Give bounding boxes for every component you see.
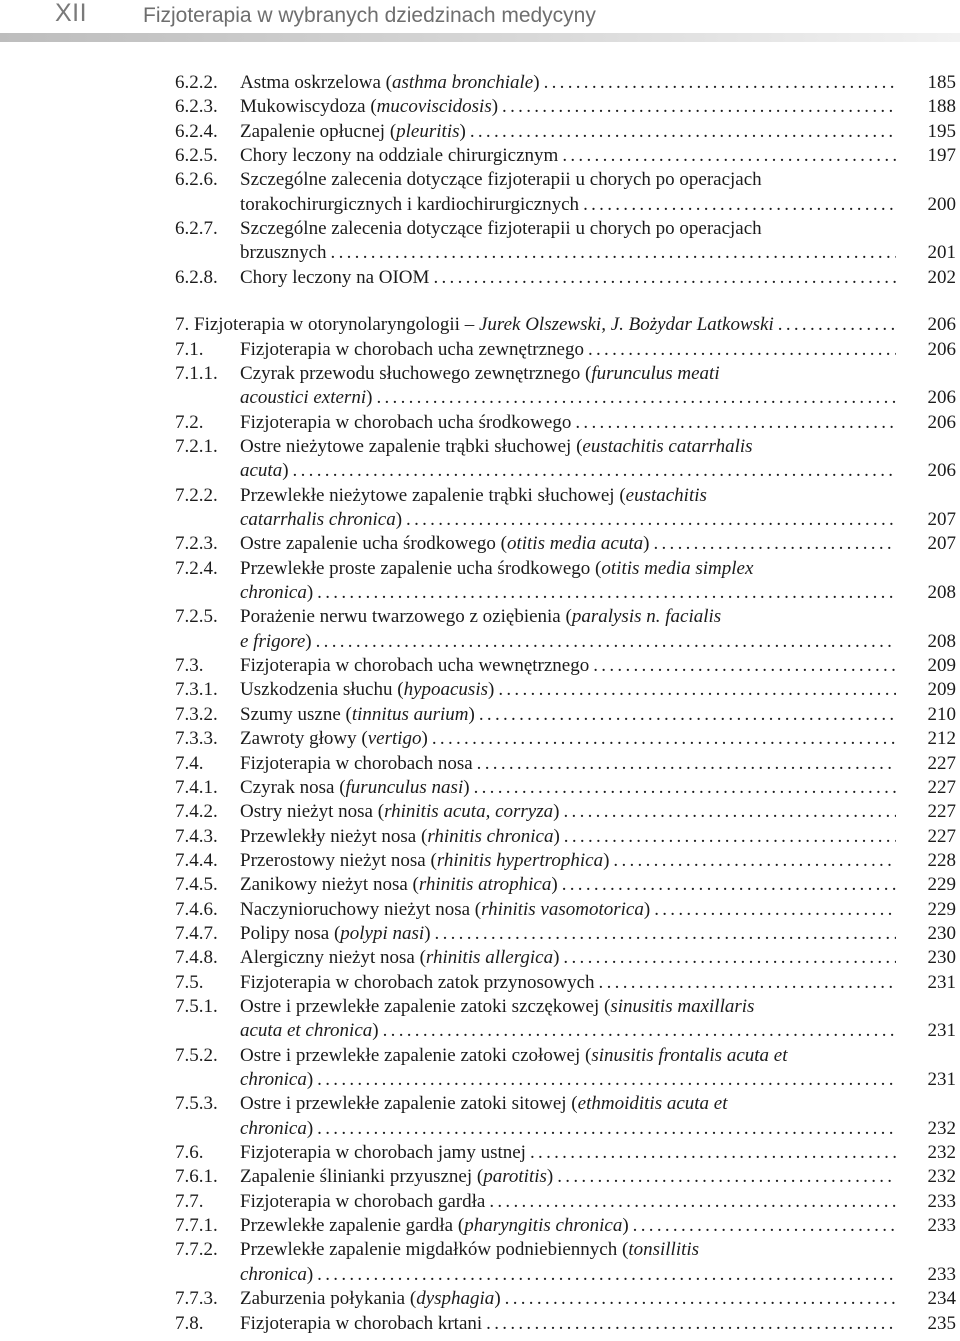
toc-leader-dots xyxy=(477,752,896,776)
toc-page-number: 201 xyxy=(927,242,956,264)
toc-entry-title: Uszkodzenia słuchu (hypoacusis) xyxy=(240,679,495,701)
toc-entry-title: Ostre i przewlekłe zapalenie zatoki szczękowej (sinusitis maxillaris xyxy=(240,996,755,1017)
toc-entry-title: Fizjoterapia w chorobach zatok przynosowych xyxy=(240,971,595,993)
toc-entry-number: 6.2.4. xyxy=(175,120,218,142)
toc-entry-number: 7.4.2. xyxy=(175,801,218,823)
toc-leader-dots xyxy=(317,1263,896,1287)
toc-entry-title: acuta) xyxy=(240,460,289,482)
toc-entry[interactable] xyxy=(0,338,956,362)
toc-entry-number: 6.2.3. xyxy=(175,96,218,118)
toc-entry[interactable] xyxy=(0,362,956,386)
toc-entry-title: Fizjoterapia w chorobach ucha zewnętrznego xyxy=(240,338,584,360)
toc-leader-dots xyxy=(474,776,896,800)
toc-entry-number: 6.2.5. xyxy=(175,145,218,166)
toc-entry-number: 6.2.8. xyxy=(175,266,218,288)
toc-entry-number: 7.5.1. xyxy=(175,996,218,1017)
toc-leader-dots xyxy=(583,193,896,217)
toc-entry[interactable] xyxy=(0,752,956,776)
toc-entry-number: 7.7.2. xyxy=(175,1239,218,1261)
toc-page-number: 229 xyxy=(927,898,956,920)
toc-entry-number: 6.2.2. xyxy=(175,72,218,93)
toc-leader-dots xyxy=(562,873,896,897)
toc-page-number: 208 xyxy=(927,582,956,603)
toc-entry-title: chronica) xyxy=(240,582,314,603)
toc-leader-dots xyxy=(470,120,896,144)
toc-entry-title: Fizjoterapia w chorobach ucha środkowego xyxy=(240,411,572,433)
toc-leader-dots xyxy=(376,386,896,410)
toc-entry-title: Ostre nieżytowe zapalenie trąbki słuchowej (eustachitis catarrhalis xyxy=(240,435,753,457)
toc-page-number: 200 xyxy=(927,193,956,215)
toc-entry-title: e frigore) xyxy=(240,630,312,652)
toc-page-number: 227 xyxy=(927,752,956,774)
toc-leader-dots xyxy=(498,678,896,702)
toc-leader-dots xyxy=(530,1141,896,1165)
toc-page-number: 233 xyxy=(927,1215,956,1237)
toc-entry[interactable] xyxy=(0,898,956,922)
toc-entry-number: 6.2.6. xyxy=(175,169,218,191)
toc-entry-title: Czyrak nosa (furunculus nasi) xyxy=(240,776,470,798)
toc-leader-dots xyxy=(317,1068,896,1092)
toc-page-number: 206 xyxy=(927,411,956,433)
toc-entry[interactable] xyxy=(0,532,956,556)
toc-entry-title: Chory leczony na OIOM xyxy=(240,266,430,288)
toc-entry-title: Fizjoterapia w chorobach jamy ustnej xyxy=(240,1142,526,1164)
toc-page-number: 209 xyxy=(927,655,956,677)
toc-page-number: 206 xyxy=(927,460,956,482)
toc-entry[interactable] xyxy=(0,168,956,192)
toc-leader-dots xyxy=(544,71,896,95)
toc-entry[interactable] xyxy=(0,581,956,605)
toc-entry-number: 6.2.7. xyxy=(175,218,218,240)
toc-entry-title: Ostre i przewlekłe zapalenie zatoki sitowej (ethmoiditis acuta et xyxy=(240,1093,728,1115)
toc-page-number: 228 xyxy=(927,849,956,871)
toc-entry-number: 7.4.1. xyxy=(175,776,218,798)
toc-entry-title: acuta et chronica) xyxy=(240,1020,379,1042)
toc-entry-title: Astma oskrzelowa (asthma bronchiale) xyxy=(240,72,540,93)
toc-entry-number: 7.6. xyxy=(175,1142,204,1164)
toc-leader-dots xyxy=(486,1312,896,1336)
toc-entry[interactable] xyxy=(0,217,956,241)
toc-entry-title: torakochirurgicznych i kardiochirurgicznych xyxy=(240,193,580,215)
toc-entry[interactable] xyxy=(0,1019,956,1043)
toc-page-number: 210 xyxy=(927,703,956,725)
toc-entry-number: 7. xyxy=(175,314,190,336)
toc-leader-dots xyxy=(293,459,896,483)
toc-page-number: 231 xyxy=(927,1069,956,1090)
toc-leader-dots xyxy=(633,1214,896,1238)
toc-entry-number: 7.5. xyxy=(175,971,204,993)
toc-page-number: 235 xyxy=(927,1312,956,1334)
toc-entry-number: 7.6.1. xyxy=(175,1166,218,1188)
toc-entry-title: Chory leczony na oddziale chirurgicznym xyxy=(240,145,559,166)
toc-page-number: 206 xyxy=(927,314,956,336)
toc-entry[interactable] xyxy=(0,1092,956,1116)
toc-entry-number: 7.5.2. xyxy=(175,1044,218,1066)
toc-entry-title: Fizjoterapia w chorobach krtani xyxy=(240,1312,483,1334)
toc-entry[interactable] xyxy=(0,95,956,119)
toc-entry-number: 7.4. xyxy=(175,752,204,774)
toc-leader-dots xyxy=(599,971,896,995)
toc-leader-dots xyxy=(435,922,896,946)
toc-entry-number: 7.4.3. xyxy=(175,825,218,847)
toc-leader-dots xyxy=(563,946,896,970)
toc-leader-dots xyxy=(316,630,896,654)
toc-leader-dots xyxy=(433,266,896,290)
toc-entry-number: 7.8. xyxy=(175,1312,204,1334)
toc-entry[interactable] xyxy=(0,120,956,144)
toc-entry-title: chronica) xyxy=(240,1069,314,1090)
toc-entry-title: Przewlekły nieżyt nosa (rhinitis chronica) xyxy=(240,825,560,847)
toc-entry-title: Przewlekłe nieżytowe zapalenie trąbki słuchowej (eustachitis xyxy=(240,484,707,506)
toc-entry[interactable] xyxy=(0,241,956,265)
toc-page-number: 232 xyxy=(927,1166,956,1188)
toc-leader-dots xyxy=(593,654,896,678)
toc-entry-title: Zawroty głowy (vertigo) xyxy=(240,728,428,750)
toc-entry-title: Fizjoterapia w chorobach gardła xyxy=(240,1190,486,1212)
toc-entry-number: 7.2.1. xyxy=(175,435,218,457)
toc-page-number: 195 xyxy=(927,120,956,142)
toc-entry[interactable] xyxy=(0,654,956,678)
toc-entry[interactable] xyxy=(0,484,956,508)
toc-entry-number: 7.2. xyxy=(175,411,204,433)
toc-entry[interactable] xyxy=(0,922,956,946)
toc-entry-title: Przewlekłe proste zapalenie ucha środkowego (otitis media simplex xyxy=(240,557,754,579)
toc-entry[interactable] xyxy=(0,313,956,337)
toc-entry[interactable] xyxy=(0,946,956,970)
toc-entry-title: Fizjoterapia w chorobach ucha wewnętrznego xyxy=(240,655,590,677)
toc-entry[interactable] xyxy=(0,849,956,873)
toc-page-number: 231 xyxy=(927,1020,956,1042)
toc-entry[interactable] xyxy=(0,1141,956,1165)
toc-entry[interactable] xyxy=(0,995,956,1019)
toc-entry[interactable] xyxy=(0,800,956,824)
toc-leader-dots xyxy=(317,1117,896,1141)
toc-entry[interactable] xyxy=(0,1287,956,1311)
toc-leader-dots xyxy=(654,898,896,922)
toc-entry-number: 7.7.1. xyxy=(175,1215,218,1237)
toc-entry[interactable] xyxy=(0,557,956,581)
toc-page-number: 202 xyxy=(927,266,956,288)
toc-entry-title: catarrhalis chronica) xyxy=(240,509,403,530)
toc-entry[interactable] xyxy=(0,193,956,217)
toc-entry[interactable] xyxy=(0,630,956,654)
toc-leader-dots xyxy=(653,532,896,556)
toc-entry[interactable] xyxy=(0,678,956,702)
toc-entry-number: 7.4.8. xyxy=(175,947,218,969)
toc-entry[interactable] xyxy=(0,727,956,751)
toc-entry-number: 7.2.5. xyxy=(175,606,218,628)
toc-page-number: 185 xyxy=(927,72,956,93)
toc-page-number: 230 xyxy=(927,947,956,969)
toc-entry-title: Ostry nieżyt nosa (rhinitis acuta, corryza) xyxy=(240,801,560,823)
toc-entry-number: 7.2.2. xyxy=(175,484,218,506)
toc-page-number: 197 xyxy=(927,145,956,166)
toc-page-number: 206 xyxy=(927,387,956,409)
toc-page-number: 212 xyxy=(927,728,956,750)
toc-leader-dots xyxy=(406,508,896,532)
toc-entry-title: Mukowiscydoza (mucoviscidosis) xyxy=(240,96,499,118)
toc-entry-title: Przewlekłe zapalenie migdałków podniebiennych (tonsillitis xyxy=(240,1239,700,1261)
toc-entry-title: Polipy nosa (polypi nasi) xyxy=(240,922,431,944)
toc-leader-dots xyxy=(505,1287,896,1311)
chapter-roman-numeral: XII xyxy=(55,0,88,27)
toc-entry-number: 7.1.1. xyxy=(175,362,218,384)
toc-leader-dots xyxy=(588,338,896,362)
toc-entry-title: Szumy uszne (tinnitus aurium) xyxy=(240,703,475,725)
toc-entry-title: chronica) xyxy=(240,1263,314,1285)
toc-page-number: 230 xyxy=(927,922,956,944)
toc-page-number: 227 xyxy=(927,801,956,823)
toc-page-number: 209 xyxy=(927,679,956,701)
toc-entry-title: Ostre i przewlekłe zapalenie zatoki czołowej (sinusitis frontalis acuta et xyxy=(240,1044,788,1066)
toc-leader-dots xyxy=(557,1165,896,1189)
toc-page-number: 207 xyxy=(927,533,956,555)
toc-entry-title: acoustici externi) xyxy=(240,387,373,409)
toc-page-number: 208 xyxy=(927,630,956,652)
toc-entry[interactable] xyxy=(0,825,956,849)
toc-page-number: 229 xyxy=(927,874,956,896)
toc-leader-dots xyxy=(331,241,896,265)
toc-entry[interactable] xyxy=(0,1190,956,1214)
toc-entry-number: 7.3.3. xyxy=(175,728,218,750)
toc-entry[interactable] xyxy=(0,1117,956,1141)
toc-entry[interactable] xyxy=(0,703,956,727)
toc-page-number: 206 xyxy=(927,338,956,360)
toc-entry-title: Zapalenie opłucnej (pleuritis) xyxy=(240,120,466,142)
toc-entry[interactable] xyxy=(0,459,956,483)
toc-entry-number: 7.3.1. xyxy=(175,679,218,701)
toc-entry[interactable] xyxy=(0,1068,956,1092)
toc-entry-title: Szczególne zalecenia dotyczące fizjoterapii u chorych po operacjach xyxy=(240,218,762,240)
toc-entry-title: Zaburzenia połykania (dysphagia) xyxy=(240,1288,501,1310)
toc-entry-title: Szczególne zalecenia dotyczące fizjoterapii u chorych po operacjach xyxy=(240,169,762,191)
toc-entry[interactable] xyxy=(0,971,956,995)
toc-entry-title: Fizjoterapia w otorynolaryngologii – Jurek Olszewski, J. Bożydar Latkowski xyxy=(189,314,774,336)
toc-entry[interactable] xyxy=(0,1044,956,1068)
toc-leader-dots xyxy=(563,800,896,824)
toc-entry[interactable] xyxy=(0,71,956,95)
toc-leader-dots xyxy=(564,825,896,849)
toc-entry-number: 7.7. xyxy=(175,1190,204,1212)
toc-entry-title: Zanikowy nieżyt nosa (rhinitis atrophica) xyxy=(240,874,558,896)
toc-entry-number: 7.3. xyxy=(175,655,204,677)
toc-entry-number: 7.1. xyxy=(175,338,204,360)
toc-entry[interactable] xyxy=(0,1238,956,1262)
toc-entry[interactable] xyxy=(0,266,956,290)
toc-leader-dots xyxy=(317,581,896,605)
toc-entry-number: 7.7.3. xyxy=(175,1288,218,1310)
toc-entry[interactable] xyxy=(0,1165,956,1189)
toc-leader-dots xyxy=(778,313,896,337)
toc-entry-title: Przerostowy nieżyt nosa (rhinitis hypertrophica) xyxy=(240,849,610,871)
toc-entry-number: 7.3.2. xyxy=(175,703,218,725)
toc-entry-number: 7.5.3. xyxy=(175,1093,218,1115)
toc-page-number: 232 xyxy=(927,1142,956,1164)
toc-entry-title: Naczynioruchowy nieżyt nosa (rhinitis vasomotorica) xyxy=(240,898,651,920)
toc-entry[interactable] xyxy=(0,435,956,459)
toc-entry-number: 7.2.4. xyxy=(175,557,218,579)
toc-page-number: 188 xyxy=(927,96,956,118)
toc-entry-title: Przewlekłe zapalenie gardła (pharyngitis chronica) xyxy=(240,1215,629,1237)
toc-entry-title: Czyrak przewodu słuchowego zewnętrznego (furunculus meati xyxy=(240,362,720,384)
toc-leader-dots xyxy=(479,703,896,727)
toc-page-number: 231 xyxy=(927,971,956,993)
toc-leader-dots xyxy=(613,849,896,873)
toc-entry[interactable] xyxy=(0,1214,956,1238)
toc-leader-dots xyxy=(489,1190,896,1214)
toc-leader-dots xyxy=(383,1019,896,1043)
toc-entry[interactable] xyxy=(0,508,956,532)
toc-page-number: 207 xyxy=(927,509,956,530)
toc-entry-number: 7.4.7. xyxy=(175,922,218,944)
toc-entry-title: Alergiczny nieżyt nosa (rhinitis allergica) xyxy=(240,947,560,969)
toc-entry[interactable] xyxy=(0,144,956,168)
toc-entry-number: 7.4.6. xyxy=(175,898,218,920)
toc-entry-title: Porażenie nerwu twarzowego z oziębienia (paralysis n. facialis xyxy=(240,606,722,628)
toc-page-number: 234 xyxy=(927,1288,956,1310)
toc-entry-title: Fizjoterapia w chorobach nosa xyxy=(240,752,473,774)
toc-entry[interactable] xyxy=(0,1263,956,1287)
toc-page-number: 227 xyxy=(927,825,956,847)
toc-page-number: 227 xyxy=(927,776,956,798)
toc-leader-dots xyxy=(502,95,896,119)
toc-page-number: 233 xyxy=(927,1263,956,1285)
toc-entry[interactable] xyxy=(0,1312,956,1336)
running-title: Fizjoterapia w wybranych dziedzinach medycyny xyxy=(143,4,596,27)
toc-leader-dots xyxy=(575,411,896,435)
toc-page-number: 232 xyxy=(927,1117,956,1139)
toc-entry-title: Zapalenie ślinianki przyusznej (parotitis) xyxy=(240,1166,554,1188)
toc-entry-title: Ostre zapalenie ucha środkowego (otitis media acuta) xyxy=(240,533,650,555)
toc-entry[interactable] xyxy=(0,776,956,800)
toc-entry[interactable] xyxy=(0,873,956,897)
toc-entry[interactable] xyxy=(0,386,956,410)
toc-entry-title: chronica) xyxy=(240,1117,314,1139)
toc-page-number: 233 xyxy=(927,1190,956,1212)
toc-entry-number: 7.4.4. xyxy=(175,849,218,871)
toc-leader-dots xyxy=(432,727,896,751)
toc-leader-dots xyxy=(562,144,896,168)
toc-entry-number: 7.4.5. xyxy=(175,874,218,896)
toc-entry-title: brzusznych xyxy=(240,242,327,264)
toc-entry[interactable] xyxy=(0,605,956,629)
toc-entry[interactable] xyxy=(0,411,956,435)
toc-entry-number: 7.2.3. xyxy=(175,533,218,555)
